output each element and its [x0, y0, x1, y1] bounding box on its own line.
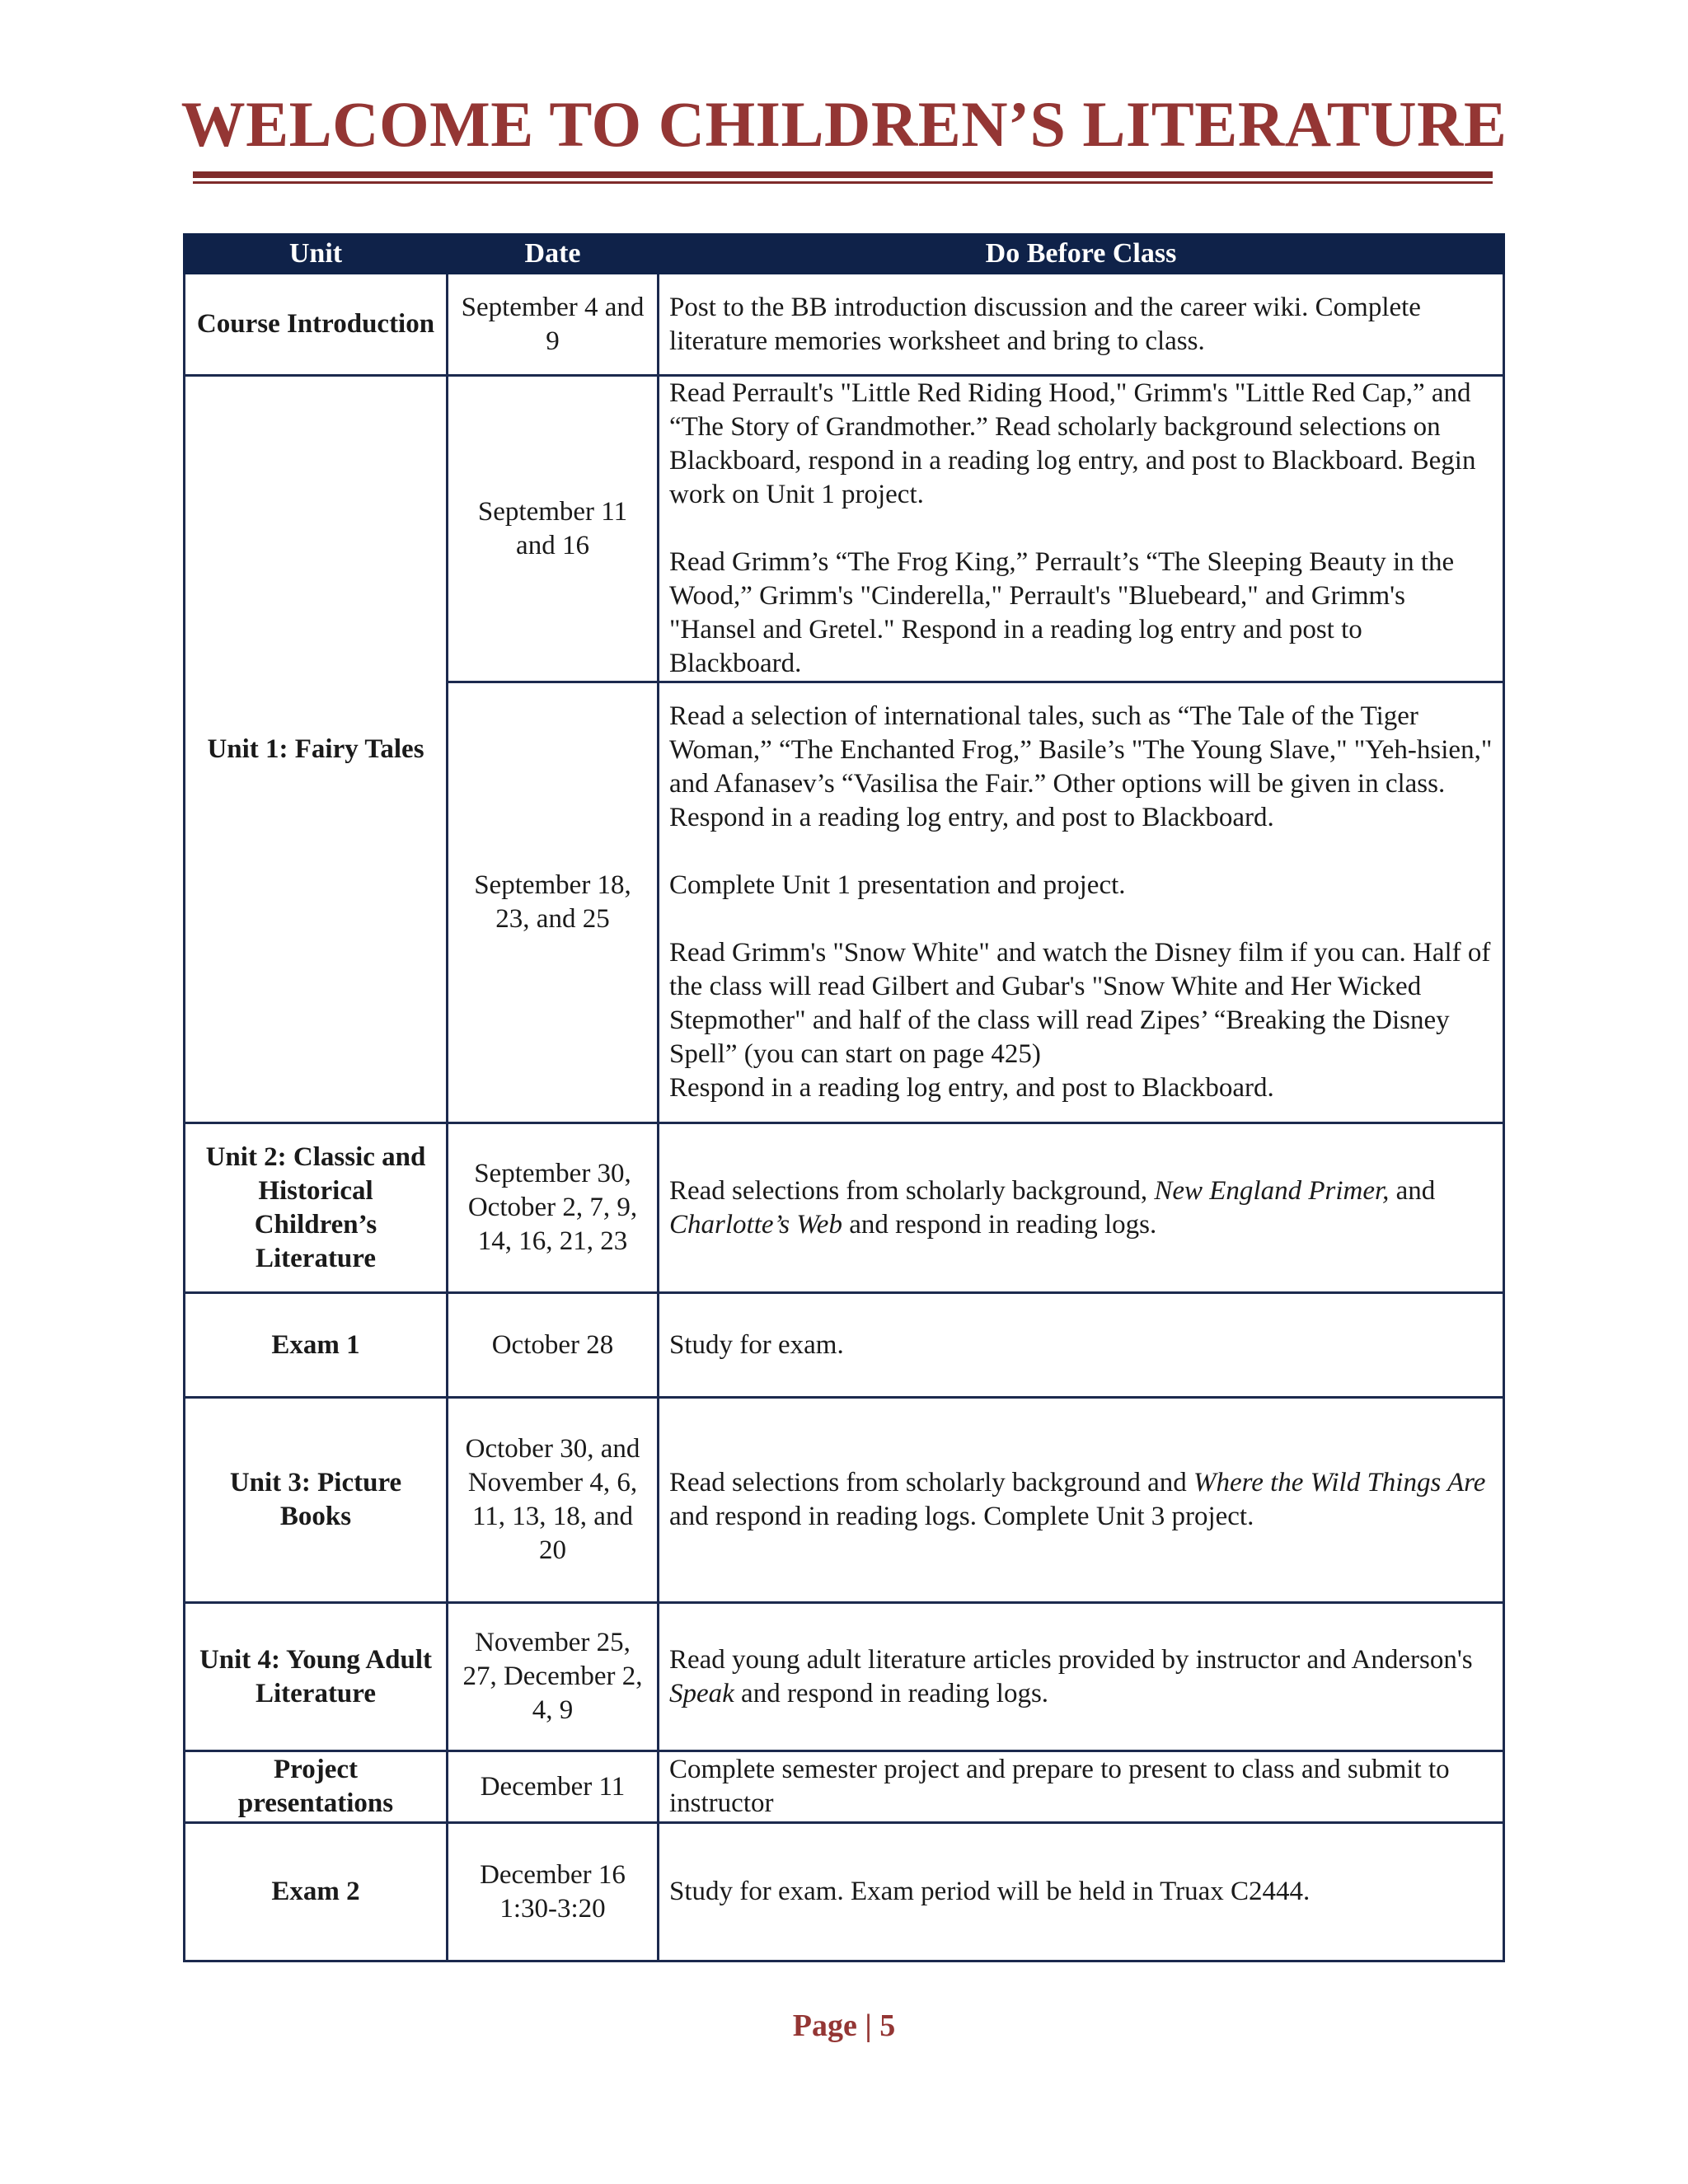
- description-text: Read Perrault's "Little Red Riding Hood," Grimm's "Little Red Cap,” and “The Story of Grandmother.” Read scholarly background selections on Blackboard, respond in a reading log entry, and post to Blackboard. Begin work on Unit 1 project.: [669, 378, 1476, 509]
- description-text: Read a selection of international tales, such as “The Tale of the Tiger Woman,” “The Enchanted Frog,” Basile’s "The Young Slave," "Yeh-hsien," and Afanasev’s “Vasilisa the Fair.” Other options will be given in class. Respond in a reading log entry, and post to Blackboard.: [669, 701, 1493, 832]
- title-rule-thin: [193, 181, 1493, 184]
- description-text: Read Grimm's "Snow White" and watch the Disney film if you can. Half of the class will read Gilbert and Gubar's "Snow White and Her Wicked Stepmother" and half of the class will read Zipes’ “Breaking the Disney Spell” (you can start on page 425): [669, 938, 1491, 1069]
- date-cell: October 30, and November 4, 6, 11, 13, 18, and 20: [448, 1398, 659, 1603]
- page-number: Page | 5: [792, 2008, 896, 2043]
- header-unit: Unit: [185, 235, 448, 274]
- unit-cell: Course Introduction: [185, 274, 448, 376]
- description-cell: [659, 274, 1504, 376]
- table-row: [185, 1751, 1504, 1823]
- unit-cell: Unit 3: Picture Books: [185, 1398, 448, 1603]
- book-title: Where the Wild Things Are: [1193, 1468, 1486, 1497]
- description-text: Read young adult literature articles provided by instructor and Anderson's: [669, 1644, 1473, 1675]
- unit-cell: Unit 1: Fairy Tales: [185, 376, 448, 1123]
- schedule-table: [183, 233, 1505, 1962]
- page-title: WELCOME TO CHILDREN’S LITERATURE: [181, 88, 1507, 160]
- date-cell: September 18, 23, and 25: [448, 682, 659, 1123]
- description-text: Read selections from scholarly background and: [669, 1468, 1193, 1497]
- table-row: [185, 1123, 1504, 1293]
- header-date: Date: [448, 235, 659, 274]
- table-header-row: [185, 235, 1504, 274]
- date-cell: September 4 and 9: [448, 274, 659, 376]
- date-cell: September 30, October 2, 7, 9, 14, 16, 21, 23: [448, 1123, 659, 1293]
- description-text: and respond in reading logs. Complete Unit 3 project.: [669, 1502, 1254, 1531]
- description-text: Post to the BB introduction discussion and the career wiki. Complete literature memories worksheet and bring to class.: [669, 292, 1421, 356]
- table-row: [185, 274, 1504, 376]
- date-cell: October 28: [448, 1293, 659, 1398]
- table-row: [185, 1398, 1504, 1603]
- book-title: Charlotte’s Web: [669, 1209, 842, 1240]
- description-text: Read Grimm’s “The Frog King,” Perrault’s “The Sleeping Beauty in the Wood,” Grimm's "Cinderella," Perrault's "Bluebeard," and Grimm's "Hansel and Gretel." Respond in a reading log entry and post to Blackboard.: [669, 547, 1455, 678]
- unit-cell: Exam 1: [185, 1293, 448, 1398]
- date-cell: September 11 and 16: [448, 376, 659, 682]
- book-title: New England Primer,: [1154, 1175, 1390, 1206]
- description-cell: [659, 1293, 1504, 1398]
- description-cell: [659, 1398, 1504, 1603]
- date-cell: December 11: [448, 1751, 659, 1823]
- table-row: [185, 1823, 1504, 1961]
- description-text: Complete Unit 1 presentation and project.: [669, 870, 1126, 900]
- description-cell: [659, 1603, 1504, 1751]
- date-cell: November 25, 27, December 2, 4, 9: [448, 1603, 659, 1751]
- description-text: and respond in reading logs.: [842, 1209, 1157, 1240]
- description-cell: [659, 1123, 1504, 1293]
- description-text: Complete semester project and prepare to present to class and submit to instructor: [669, 1755, 1450, 1818]
- date-cell: December 16 1:30-3:20: [448, 1823, 659, 1961]
- description-cell: [659, 376, 1504, 682]
- description-text: Read selections from scholarly background,: [669, 1175, 1155, 1206]
- unit-cell: Unit 4: Young Adult Literature: [185, 1603, 448, 1751]
- description-cell: [659, 682, 1504, 1123]
- description-cell: [659, 1823, 1504, 1961]
- description-text: and respond in reading logs.: [734, 1678, 1049, 1708]
- unit-cell: Exam 2: [185, 1823, 448, 1961]
- unit-cell: Unit 2: Classic and Historical Children’s Literature: [185, 1123, 448, 1293]
- table-row: [185, 1293, 1504, 1398]
- unit-cell: Project presentations: [185, 1751, 448, 1823]
- description-text: Study for exam. Exam period will be held in Truax C2444.: [669, 1877, 1311, 1906]
- header-do-before-class: Do Before Class: [659, 235, 1504, 274]
- description-text: Study for exam.: [669, 1329, 844, 1360]
- description-text: Respond in a reading log entry, and post to Blackboard.: [669, 1073, 1274, 1103]
- description-text: and: [1389, 1175, 1436, 1206]
- table-row: [185, 1603, 1504, 1751]
- title-rule-thick: [193, 171, 1493, 178]
- book-title: Speak: [669, 1678, 734, 1708]
- description-cell: [659, 1751, 1504, 1823]
- table-row: [185, 376, 1504, 682]
